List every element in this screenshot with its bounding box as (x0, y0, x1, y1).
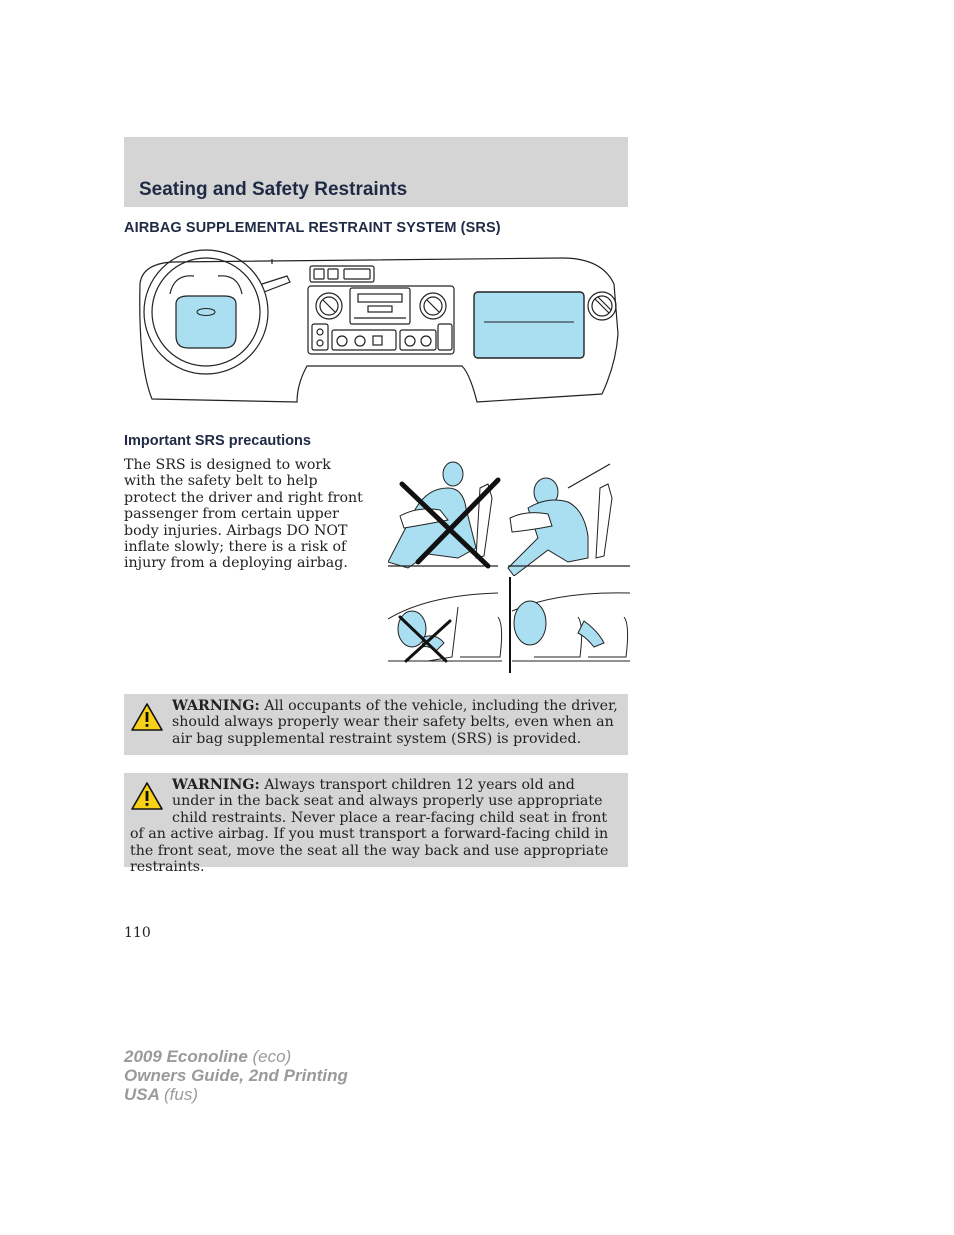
warning-label: WARNING: (172, 777, 260, 793)
warning-triangle-icon (130, 781, 164, 811)
warning-box (124, 694, 628, 755)
page-title: Seating and Safety Restraints (139, 179, 408, 200)
precautions-body: The SRS is designed to work with the safety belt to help protect the driver and right front passenger from certain upper body injuries. Airbags DO NOT inflate slowly; there is a risk of injury from a deploying airbag. (124, 457, 363, 572)
dashboard-airbag-illustration (132, 244, 622, 406)
warning-body: Always transport children 12 years old and under in the back seat and always properly use appropriate child restraints. Never place a rear-facing child seat in front of an active airbag. If you must transport a forward-facing child in the front seat, move the seat all the way back and use appropriate restraints. (130, 777, 609, 876)
precautions-heading: Important SRS precautions (124, 433, 311, 449)
section-heading: AIRBAG SUPPLEMENTAL RESTRAINT SYSTEM (SRS) (124, 220, 501, 236)
warning-text (130, 697, 618, 747)
child-seat-illustration (388, 577, 630, 673)
driver-airbag-shape (176, 296, 236, 348)
header-band (124, 137, 628, 207)
warning-label: WARNING: (172, 698, 260, 714)
warning-body: All occupants of the vehicle, including the driver, should always properly wear their safety belts, even when an air bag supplemental restraint system (SRS) is provided. (172, 698, 618, 747)
warning-text (130, 776, 618, 875)
warning-box (124, 773, 628, 876)
footer-model: 2009 Econoline (124, 1047, 248, 1066)
footer-line-3 (124, 1085, 348, 1104)
warning-triangle-icon (130, 702, 164, 732)
footer-line-2: Owners Guide, 2nd Printing (124, 1066, 348, 1085)
footer-model-code: (eco) (252, 1047, 292, 1066)
footer-line-1 (124, 1047, 348, 1066)
occupant-position-illustration (388, 458, 630, 576)
document-footer (124, 1047, 348, 1104)
passenger-airbag-shape (474, 292, 584, 358)
footer-market-code: (fus) (164, 1085, 198, 1104)
page-number: 110 (124, 925, 151, 941)
footer-market: USA (124, 1085, 160, 1104)
